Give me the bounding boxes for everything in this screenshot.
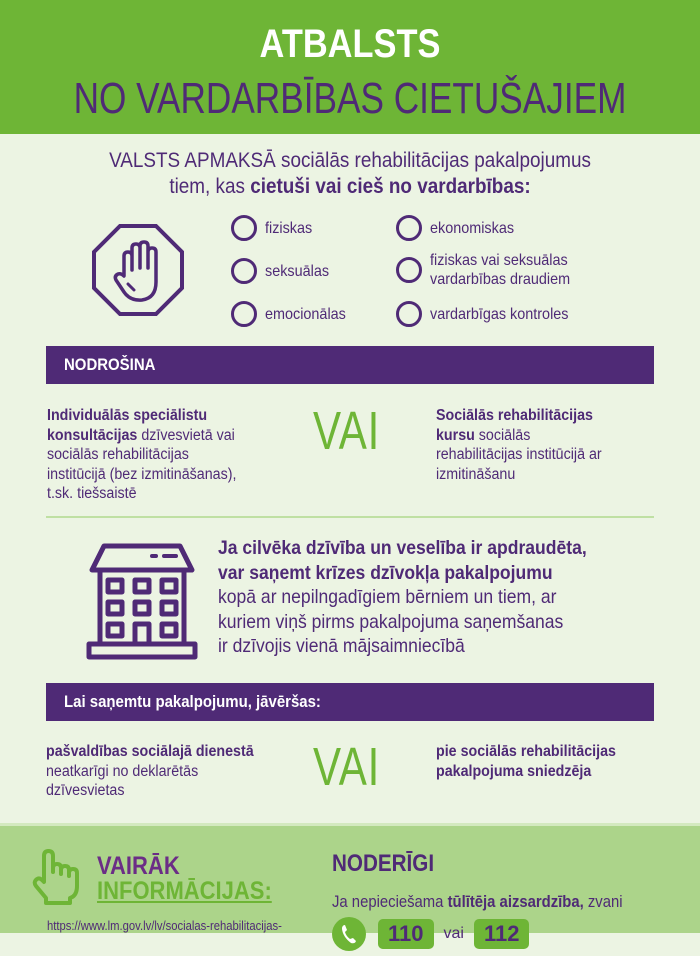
circle-bullet-icon xyxy=(231,258,257,284)
apply-bar xyxy=(46,683,654,721)
provides-left-text xyxy=(47,406,253,504)
emergency-number-112[interactable]: 112 xyxy=(474,919,530,949)
circle-bullet-icon xyxy=(396,301,422,327)
useful-text xyxy=(332,893,623,912)
stop-hand-icon xyxy=(90,222,186,318)
bold-text: Individuālās speciālistu xyxy=(47,407,208,424)
normal-text: sociālās xyxy=(474,426,531,444)
text-line: sociālās rehabilitācijas xyxy=(47,446,189,463)
phone-glyph-icon xyxy=(332,917,366,951)
bold-text: pašvaldības sociālajā dienestā xyxy=(46,743,254,760)
text-line: ir dzīvojis vienā mājsaimniecībā xyxy=(218,635,465,657)
circle-bullet-icon xyxy=(396,257,422,283)
violence-type-control xyxy=(396,301,584,327)
crisis-apartment-text xyxy=(218,536,628,659)
violence-type-physical xyxy=(231,215,317,241)
bold-text: konsultācijas xyxy=(47,426,138,444)
bold-text: pie sociālās rehabilitācijas xyxy=(436,743,616,760)
violence-type-label: emocionālas xyxy=(265,305,346,323)
normal-text: Ja nepieciešama xyxy=(332,893,448,911)
text-line: institūcijā (bez izmitināšanas), xyxy=(47,465,237,483)
bold-text: kursu xyxy=(436,426,475,444)
intro-text xyxy=(0,148,700,200)
or-label: VAI xyxy=(313,401,381,461)
violence-type-economic xyxy=(396,215,523,241)
text-line: neatkarīgi no deklarētās xyxy=(46,762,199,780)
title-line2: NO VARDARBĪBAS CIETUŠAJIEM xyxy=(73,74,627,123)
more-info-title-line1: VAIRĀK xyxy=(97,852,180,880)
violence-type-label-line2: vardarbības draudiem xyxy=(430,271,571,288)
apply-left-text xyxy=(46,742,272,801)
text-line xyxy=(47,426,236,446)
title-line1: ATBALSTS xyxy=(259,22,441,66)
violence-type-threats xyxy=(396,251,586,289)
bold-text: Ja cilvēka dzīvība un veselība ir apdraudēta, xyxy=(218,537,587,559)
text-line: kuriem viņš pirms pakalpojuma saņemšanas xyxy=(218,610,564,633)
provides-right-text xyxy=(436,406,616,484)
text-line xyxy=(218,561,587,586)
violence-type-label: seksuālas xyxy=(265,262,330,280)
intro-line2-bold: cietuši vai cieš no vardarbības: xyxy=(250,175,531,198)
violence-type-label: fiziskas xyxy=(265,219,313,237)
text-line xyxy=(218,536,587,561)
text-line: dzīvesvietas xyxy=(46,782,125,799)
violence-type-label: ekonomiskas xyxy=(430,219,515,237)
circle-bullet-icon xyxy=(396,215,422,241)
text-line: t.sk. tiešsaistē xyxy=(47,485,137,502)
normal-text: dzīvesvietā vai xyxy=(137,426,235,444)
pointing-hand-icon xyxy=(30,848,82,906)
more-info-title-line2[interactable]: INFORMĀCIJAS: xyxy=(97,877,272,905)
intro-line2-normal: tiem, kas xyxy=(169,175,251,198)
or-text: vai xyxy=(443,925,464,942)
building-icon xyxy=(86,540,198,662)
text-line xyxy=(436,426,602,446)
text-line xyxy=(436,742,616,762)
circle-bullet-icon xyxy=(231,215,257,241)
text-line: kopā ar nepilngadīgiem bērniem un tiem, ar xyxy=(218,586,557,608)
or-label: VAI xyxy=(313,737,381,797)
violence-type-label: vardarbīgas kontroles xyxy=(430,305,569,323)
text-line xyxy=(47,406,236,426)
section-divider xyxy=(46,516,654,518)
bold-text: var saņemt krīzes dzīvokļa pakalpojumu xyxy=(218,561,553,584)
text-line xyxy=(436,406,602,426)
emergency-number-110[interactable]: 110 xyxy=(378,919,434,949)
bold-text: pakalpojuma sniedzēja xyxy=(436,762,592,780)
provides-bar xyxy=(46,346,654,384)
violence-type-sexual xyxy=(231,258,336,284)
text-line xyxy=(46,742,254,762)
bold-text: Sociālās rehabilitācijas xyxy=(436,407,593,424)
violence-type-emotional xyxy=(231,301,355,327)
useful-title: NODERĪGI xyxy=(332,850,435,877)
bold-text: tūlītēja aizsardzība, xyxy=(447,893,584,911)
header xyxy=(0,0,700,134)
apply-right-text xyxy=(436,742,632,781)
text-line: izmitināšanu xyxy=(436,465,516,483)
violence-type-label-line1: fiziskas vai seksuālas xyxy=(430,252,568,269)
circle-bullet-icon xyxy=(231,301,257,327)
text-line xyxy=(436,762,616,782)
violence-type-label xyxy=(430,251,570,289)
apply-bar-label: Lai saņemtu pakalpojumu, jāvēršas: xyxy=(64,692,321,711)
more-info-url[interactable]: https://www.lm.gov.lv/lv/socialas-rehabilitacijas- xyxy=(47,919,282,933)
provides-bar-label: NODROŠINA xyxy=(64,355,156,374)
emergency-numbers xyxy=(332,919,529,949)
intro-line2 xyxy=(35,174,665,200)
normal-text: zvani xyxy=(583,893,623,911)
intro-line1: VALSTS APMAKSĀ sociālās rehabilitācijas pakalpojumus xyxy=(109,149,591,172)
phone-icon xyxy=(332,917,366,951)
text-line: rehabilitācijas institūcijā ar xyxy=(436,446,602,463)
